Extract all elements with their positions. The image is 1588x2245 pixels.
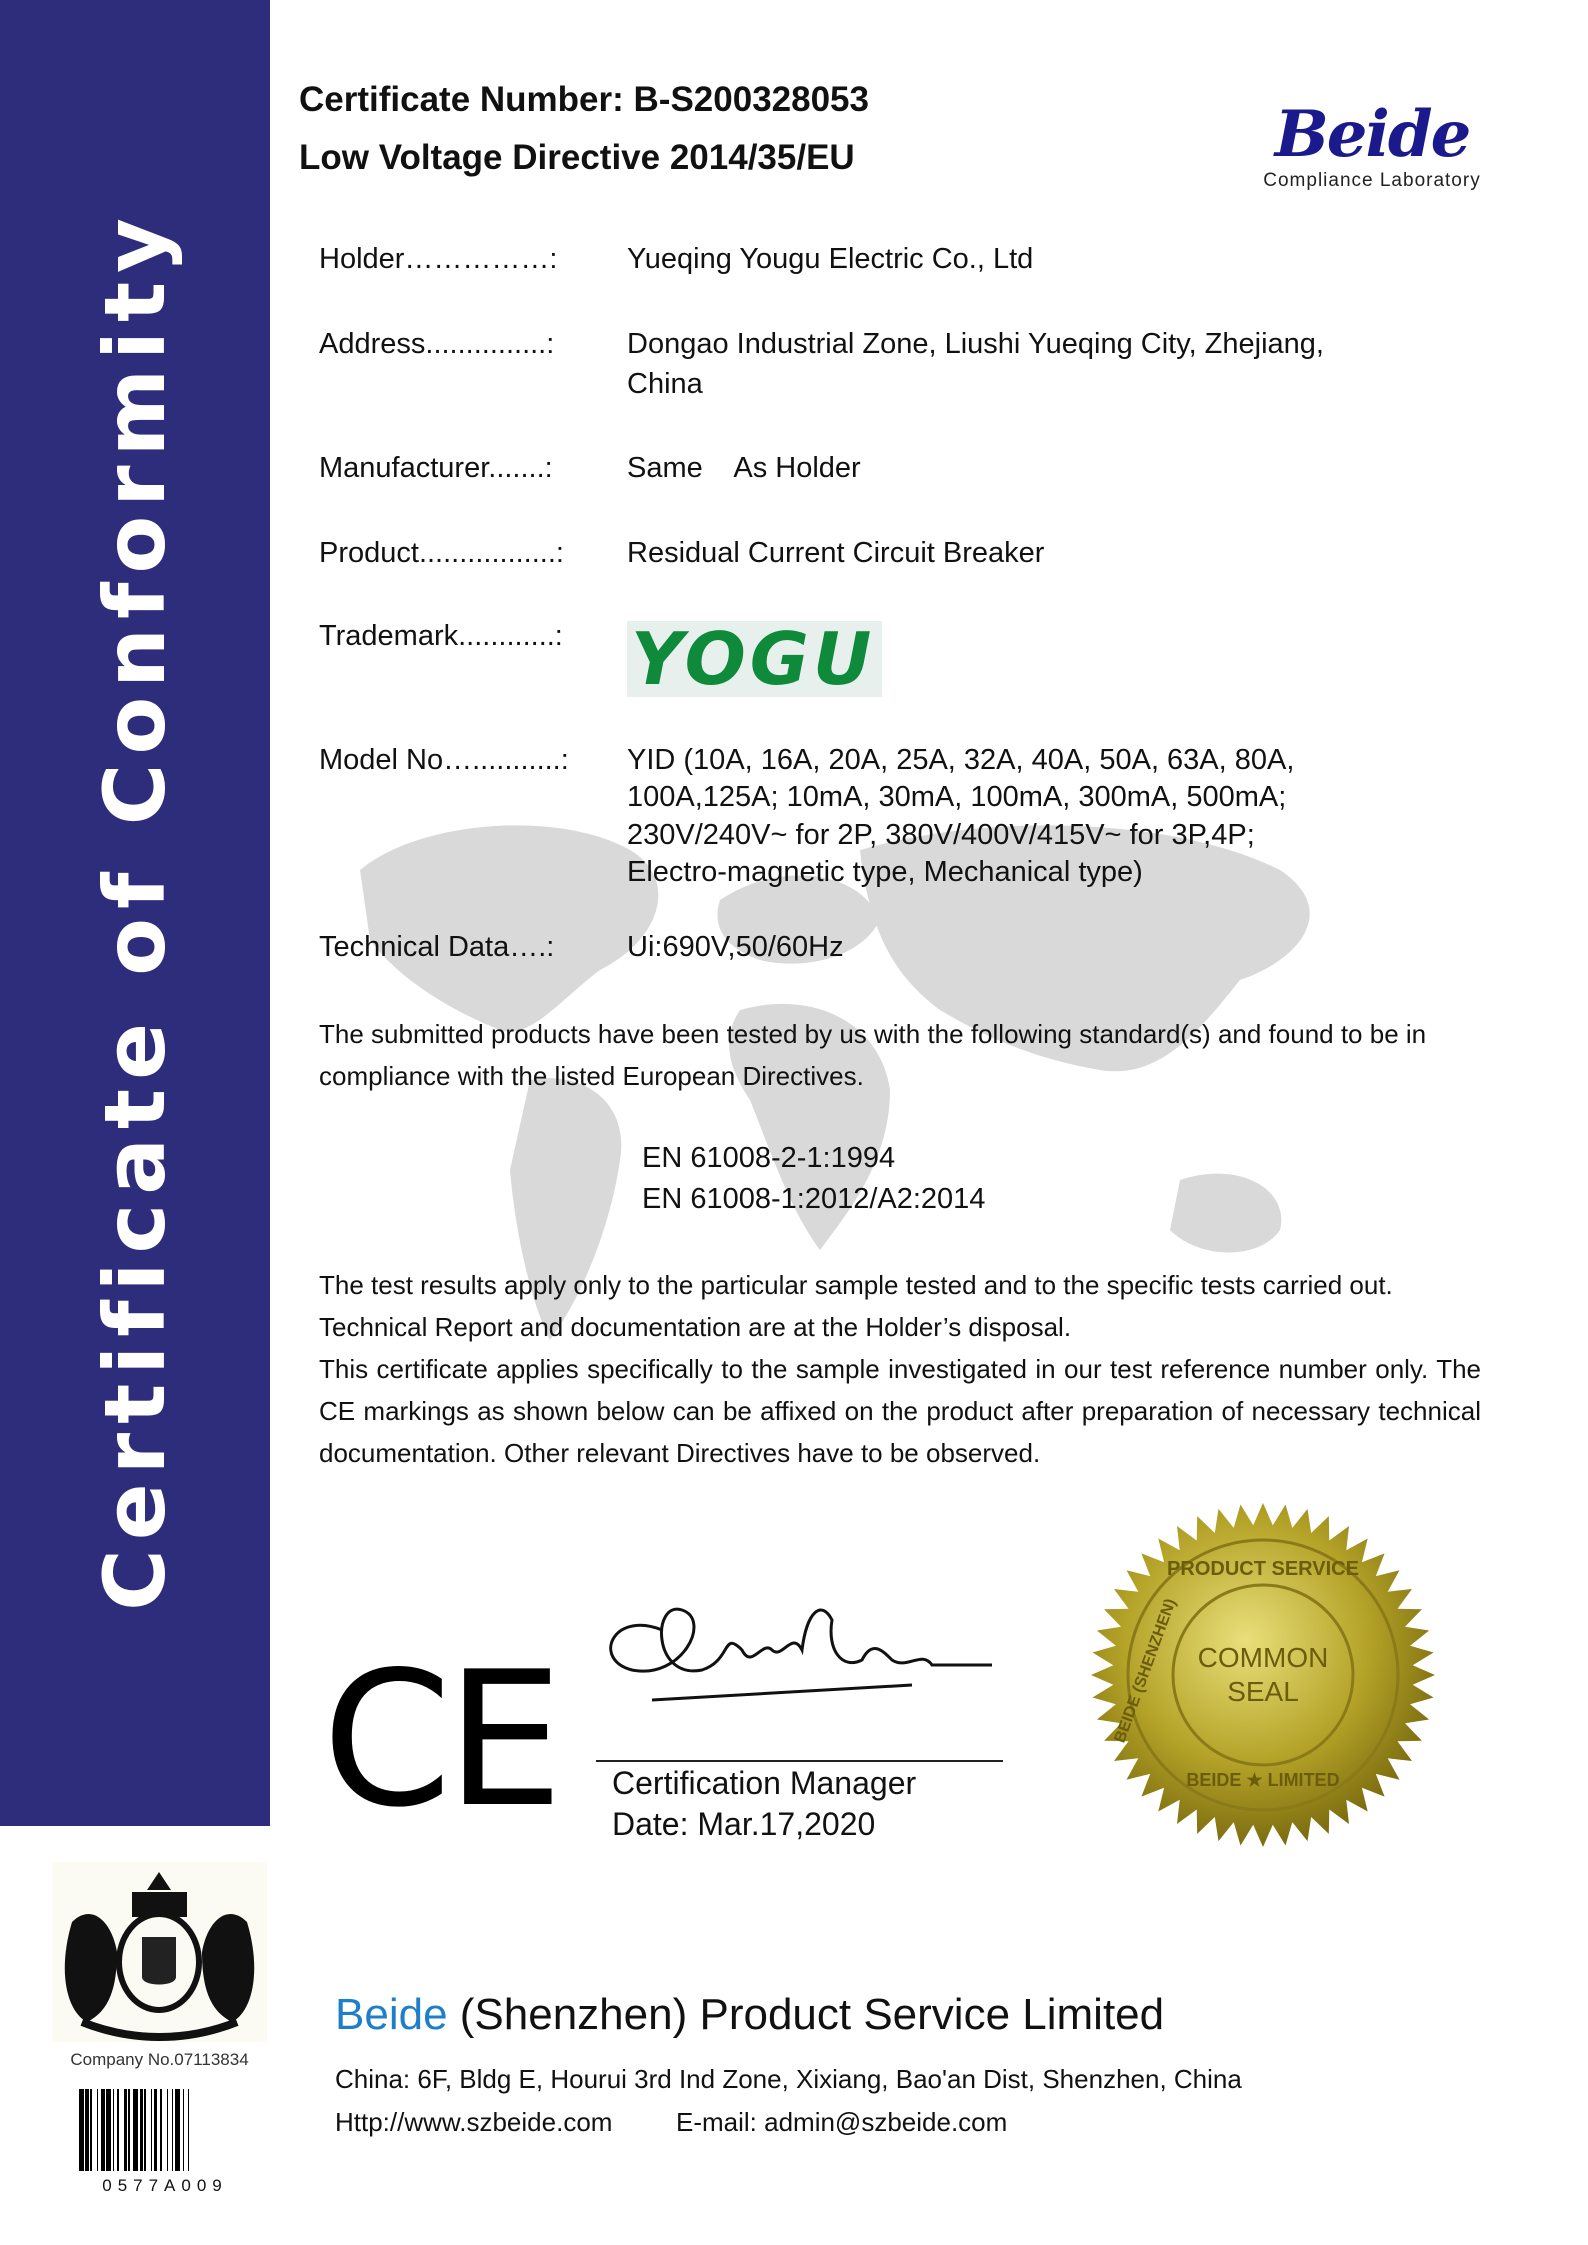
seal-ring-top: PRODUCT SERVICE (1167, 1558, 1359, 1580)
barcode-bar (189, 2089, 194, 2171)
beide-logo (1244, 97, 1500, 192)
royal-coat-of-arms (52, 1862, 267, 2042)
product-value: Residual Current Circuit Breaker (627, 537, 1045, 569)
beide-logo-tagline: Compliance Laboratory (1263, 170, 1481, 191)
model-label: Model No…...........: (319, 744, 569, 776)
seal-center-line-2: SEAL (1227, 1676, 1299, 1707)
yogu-logo-text: YOGU (631, 617, 876, 701)
beide-logo-text: Beide (1274, 97, 1470, 172)
signature (592, 1590, 1002, 1730)
ce-mark: CE (322, 1631, 558, 1848)
compliance-statement: The submitted products have been tested by us with the following standard(s) and found to be in compliance with the listed European Directives. (319, 1019, 1427, 1091)
footer-website[interactable]: Http://www.szbeide.com (335, 2107, 613, 2137)
seal-ring-bottom: BEIDE ★ LIMITED (1186, 1770, 1340, 1790)
footer-company-name (335, 1990, 1164, 2040)
disclaimer-line-1: The test results apply only to the particular sample tested and to the specific tests carried out. (319, 1270, 1393, 1300)
standard-1: EN 61008-2-1:1994 (642, 1142, 896, 1174)
common-seal (1090, 1502, 1436, 1848)
footer-address: China: 6F, Bldg E, Hourui 3rd Ind Zone, Xixiang, Bao'an Dist, Shenzhen, China (335, 2064, 1242, 2094)
holder-label: Holder……………: (319, 243, 558, 275)
model-line-2: 100A,125A; 10mA, 30mA, 100mA, 300mA, 500mA; (627, 781, 1287, 813)
sidebar-band (0, 0, 270, 1826)
technical-data-value: Ui:690V,50/60Hz (627, 931, 844, 963)
vertical-title: Certificate of Conformity (86, 209, 184, 1611)
signatory-role: Certification Manager (612, 1765, 917, 1801)
address-value: Dongao Industrial Zone, Liushi Yueqing City, Zhejiang, (627, 328, 1324, 360)
holder-value: Yueqing Yougu Electric Co., Ltd (627, 243, 1034, 275)
standard-2: EN 61008-1:2012/A2:2014 (642, 1183, 986, 1215)
footer-brand: Beide (335, 1990, 448, 2039)
barcode-number: 0577A009 (102, 2176, 228, 2195)
seal-ring-left: BEIDE (SHENZHEN) (1111, 1596, 1180, 1746)
trademark-logo (627, 617, 882, 701)
model-line-3: 230V/240V~ for 2P, 380V/400V/415V~ for 3P,4P; (627, 819, 1255, 851)
disclaimer-line-2: Technical Report and documentation are at the Holder’s disposal. (319, 1312, 1072, 1342)
certificate-number: Certificate Number: B-S200328053 (299, 80, 869, 119)
signature-line (596, 1760, 1003, 1762)
company-number: Company No.07113834 (70, 2050, 249, 2069)
seal-center-line-1: COMMON (1197, 1642, 1329, 1673)
footer-email[interactable]: E-mail: admin@szbeide.com (676, 2107, 1008, 2137)
address-value-line2: China (627, 368, 703, 400)
technical-data-label: Technical Data….: (319, 931, 555, 963)
product-label: Product.................: (319, 537, 564, 569)
issue-date: Date: Mar.17,2020 (612, 1806, 876, 1842)
address-label: Address...............: (319, 328, 555, 360)
model-line-4: Electro-magnetic type, Mechanical type) (627, 856, 1143, 888)
manufacturer-label: Manufacturer.......: (319, 452, 553, 484)
manufacturer-value: Same As Holder (627, 452, 861, 484)
trademark-label: Trademark............: (319, 620, 563, 652)
disclaimer-paragraph: This certificate applies specifically to the sample investigated in our test reference number only. The CE markings as shown below can be affixed on the product after preparation of necessary technical documentation. Other relevant Directives have to be observed. (319, 1354, 1481, 1468)
barcode (79, 2089, 251, 2171)
model-line-1: YID (10A, 16A, 20A, 25A, 32A, 40A, 50A, 63A, 80A, (627, 744, 1295, 776)
footer-company-rest: (Shenzhen) Product Service Limited (447, 1990, 1165, 2039)
directive-title: Low Voltage Directive 2014/35/EU (299, 138, 855, 177)
